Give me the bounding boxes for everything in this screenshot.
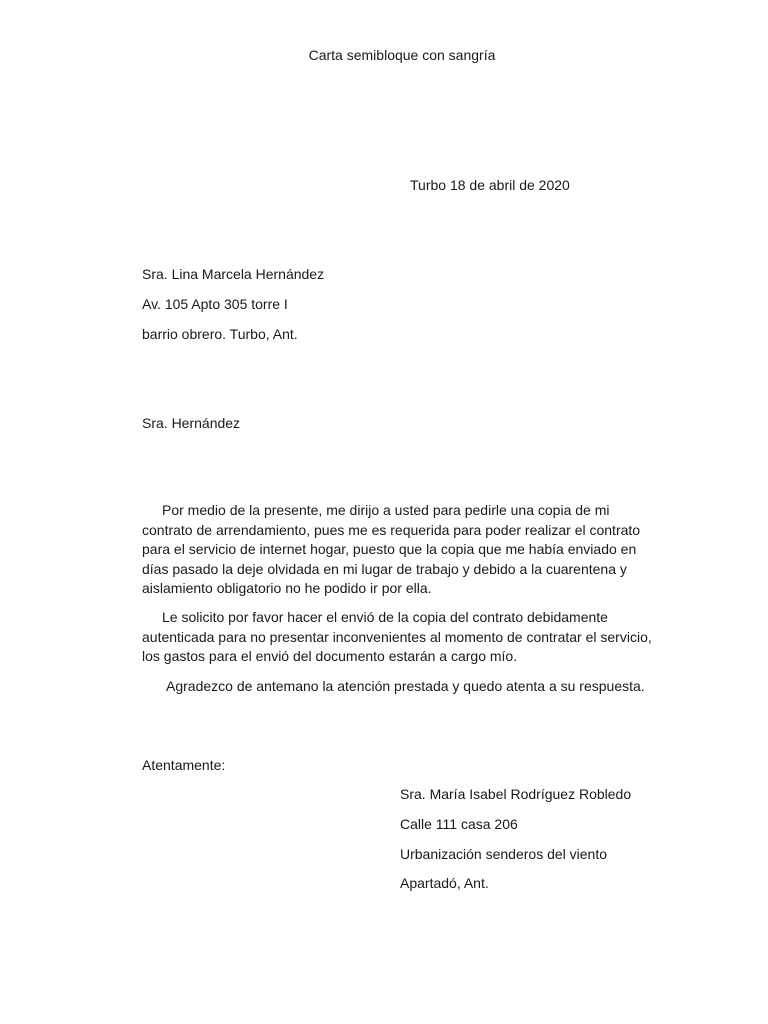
salutation: Sra. Hernández (142, 415, 241, 431)
document-title: Carta semibloque con sangría (308, 47, 496, 63)
letter-paragraph-2-block (142, 608, 662, 667)
sender-address-line1: Calle 111 casa 206 (400, 816, 518, 832)
recipient-address-line2: barrio obrero. Turbo, Ant. (142, 326, 298, 342)
letter-date: Turbo 18 de abril de 2020 (410, 177, 570, 193)
letter-paragraph: Por medio de la presente, me dirijo a usted para pedirle una copia de mi contrato de arrendamiento, pues me es requerida para poder realizar el contrato para el servicio de internet hogar, puesto que la copia que me había enviado en días pasado la deje olvidada en mi lugar de trabajo y debido a la cuarentena y aislamiento obligatorio no he podido ir por ella. (142, 502, 641, 596)
sender-address-line2: Urbanización senderos del viento (400, 846, 608, 862)
letter-paragraph: Le solicito por favor hacer el envió de la copia del contrato debidamente autenticada para no presentar inconvenientes al momento de contratar el servicio, los gastos para el envió del documento estarán a cargo mío. (142, 609, 652, 664)
sender-name: Sra. María Isabel Rodríguez Robledo (400, 786, 632, 802)
letter-paragraph: Agradezco de antemano la atención prestada y quedo atenta a su respuesta. (166, 678, 645, 694)
recipient-address-line1: Av. 105 Apto 305 torre I (142, 296, 288, 312)
letter-paragraph-1-block (142, 501, 662, 599)
closing: Atentamente: (142, 757, 226, 773)
recipient-name: Sra. Lina Marcela Hernández (142, 266, 325, 282)
sender-city: Apartadó, Ant. (400, 875, 489, 891)
letter-paragraph-3-block (142, 677, 662, 697)
